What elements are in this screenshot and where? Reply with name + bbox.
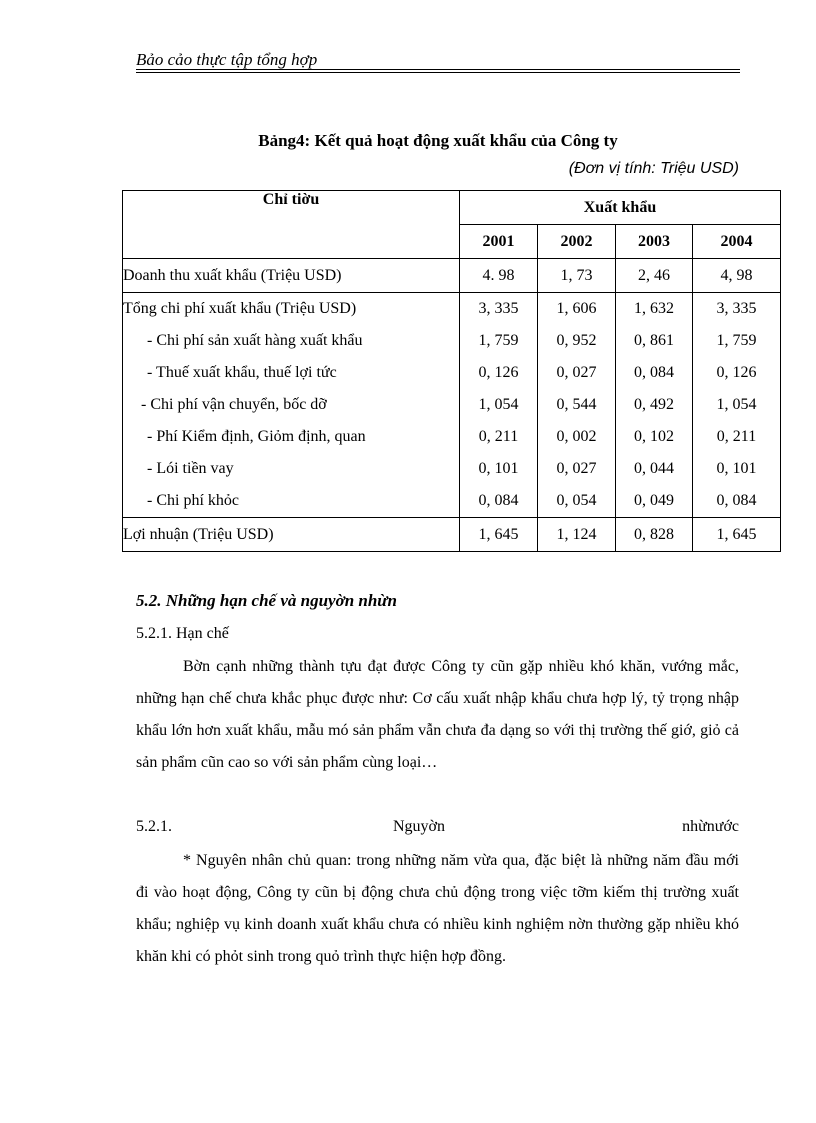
row-value: 0, 044 xyxy=(616,453,693,485)
row-label: - Phí Kiểm định, Giỏm định, quan xyxy=(123,421,460,453)
row-value: 1, 645 xyxy=(693,518,781,552)
row-value: 0, 101 xyxy=(460,453,538,485)
section-heading: 5.2. Những hạn chế và nguyờn nhừn xyxy=(136,591,397,610)
row-value: 0, 054 xyxy=(538,485,616,518)
row-value: 0, 211 xyxy=(693,421,781,453)
subsection-word: Nguyờn xyxy=(393,818,446,835)
paragraph: * Nguyên nhân chủ quan: trong những năm vừa qua, đặc biệt là những năm đầu mới đi vào hoạt động, Công ty cũn bị động chưa chủ động trong việc tỡm kiếm thị trường xuất khẩu; nghiệp vụ kinh doanh xuất khẩu chưa có nhiều kinh nghiệm nờn thường gặp nhiều khó khăn khi có phỏt sinh trong quỏ trình thực hiện hợp đồng. xyxy=(136,852,739,965)
row-value: 3, 335 xyxy=(693,293,781,326)
row-value: 1, 645 xyxy=(460,518,538,552)
row-label: Doanh thu xuất khẩu (Triệu USD) xyxy=(123,259,460,293)
header-rule-top xyxy=(136,69,740,70)
row-value: 0, 952 xyxy=(538,325,616,357)
row-value: 1, 759 xyxy=(460,325,538,357)
row-value: 0, 084 xyxy=(460,485,538,518)
year-header: 2001 xyxy=(460,225,538,259)
row-label: Tổng chi phí xuất khẩu (Triệu USD) xyxy=(123,293,460,326)
row-value: 2, 46 xyxy=(616,259,693,293)
row-value: 1, 124 xyxy=(538,518,616,552)
row-value: 0, 084 xyxy=(616,357,693,389)
row-value: 0, 211 xyxy=(460,421,538,453)
col-label-header: Chỉ tiờu xyxy=(123,191,460,259)
row-value: 1, 632 xyxy=(616,293,693,326)
row-value: 0, 492 xyxy=(616,389,693,421)
row-value: 0, 126 xyxy=(693,357,781,389)
row-label: - Thuế xuất khẩu, thuế lợi tức xyxy=(123,357,460,389)
row-label: Lợi nhuận (Triệu USD) xyxy=(123,518,460,552)
row-value: 0, 002 xyxy=(538,421,616,453)
row-value: 0, 544 xyxy=(538,389,616,421)
row-value: 4, 98 xyxy=(693,259,781,293)
row-value: 1, 73 xyxy=(538,259,616,293)
row-value: 0, 126 xyxy=(460,357,538,389)
row-value: 1, 759 xyxy=(693,325,781,357)
row-value: 0, 861 xyxy=(616,325,693,357)
row-value: 3, 335 xyxy=(460,293,538,326)
row-label: - Chi phí sản xuất hàng xuất khẩu xyxy=(123,325,460,357)
year-header: 2003 xyxy=(616,225,693,259)
row-value: 4. 98 xyxy=(460,259,538,293)
row-value: 0, 828 xyxy=(616,518,693,552)
paragraph: Bờn cạnh những thành tựu đạt được Công ty cũn gặp nhiều khó khăn, vướng mắc, những hạn chế chưa khắc phục được như: Cơ cấu xuất nhập khẩu chưa hợp lý, tỷ trọng nhập khẩu lớn hơn xuất khẩu, mẫu mó sản phẩm vẫn chưa đa dạng so với thị trường thế giớ, giỏ cả sản phẩm cũn cao so với sản phẩm cùng loại… xyxy=(136,658,739,771)
unit-note: (Đơn vị tính: Triệu USD) xyxy=(568,160,739,177)
row-value: 1, 054 xyxy=(693,389,781,421)
row-label: - Lói tiền vay xyxy=(123,453,460,485)
year-header: 2004 xyxy=(693,225,781,259)
row-label: - Chi phí vận chuyển, bốc dỡ xyxy=(123,389,460,421)
col-group-header: Xuất khẩu xyxy=(460,191,781,225)
table-title: Bảng4: Kết quả hoạt động xuất khẩu của Công ty xyxy=(258,131,618,150)
row-value: 0, 101 xyxy=(693,453,781,485)
header-rule-bottom xyxy=(136,72,740,73)
row-value: 0, 102 xyxy=(616,421,693,453)
row-value: 0, 027 xyxy=(538,453,616,485)
row-value: 0, 084 xyxy=(693,485,781,518)
subsection-number: 5.2.1. xyxy=(136,818,172,835)
row-label: - Chi phí khỏc xyxy=(123,485,460,518)
page-header: Bảo cảo thực tập tổng hợp xyxy=(136,50,318,69)
export-results-table xyxy=(122,190,781,552)
row-value: 1, 606 xyxy=(538,293,616,326)
row-value: 0, 027 xyxy=(538,357,616,389)
subsection-word-end: nhừnước xyxy=(682,818,739,835)
row-value: 1, 054 xyxy=(460,389,538,421)
subsection-heading: 5.2.1. Hạn chế xyxy=(136,625,229,642)
year-header: 2002 xyxy=(538,225,616,259)
row-value: 0, 049 xyxy=(616,485,693,518)
